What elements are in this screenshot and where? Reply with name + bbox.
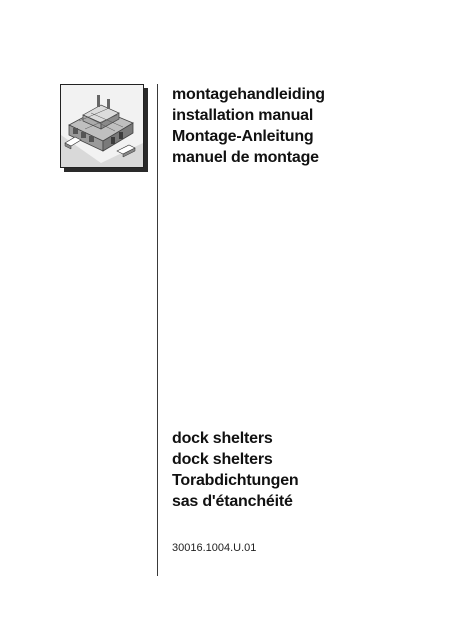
title-french: manuel de montage (172, 149, 319, 166)
document-number: 30016.1004.U.01 (172, 542, 257, 554)
product-french: sas d'étanchéité (172, 493, 293, 510)
product-english: dock shelters (172, 451, 273, 468)
title-dutch: montagehandleiding (172, 86, 325, 103)
title-german: Montage-Anleitung (172, 128, 314, 145)
product-name-block (172, 428, 298, 512)
logo (60, 84, 148, 172)
vertical-divider (157, 84, 158, 576)
product-german: Torabdichtungen (172, 472, 299, 489)
title-english: installation manual (172, 107, 314, 124)
product-dutch: dock shelters (172, 430, 273, 447)
manual-title-block (172, 84, 325, 168)
warehouse-illustration-icon (60, 84, 144, 168)
